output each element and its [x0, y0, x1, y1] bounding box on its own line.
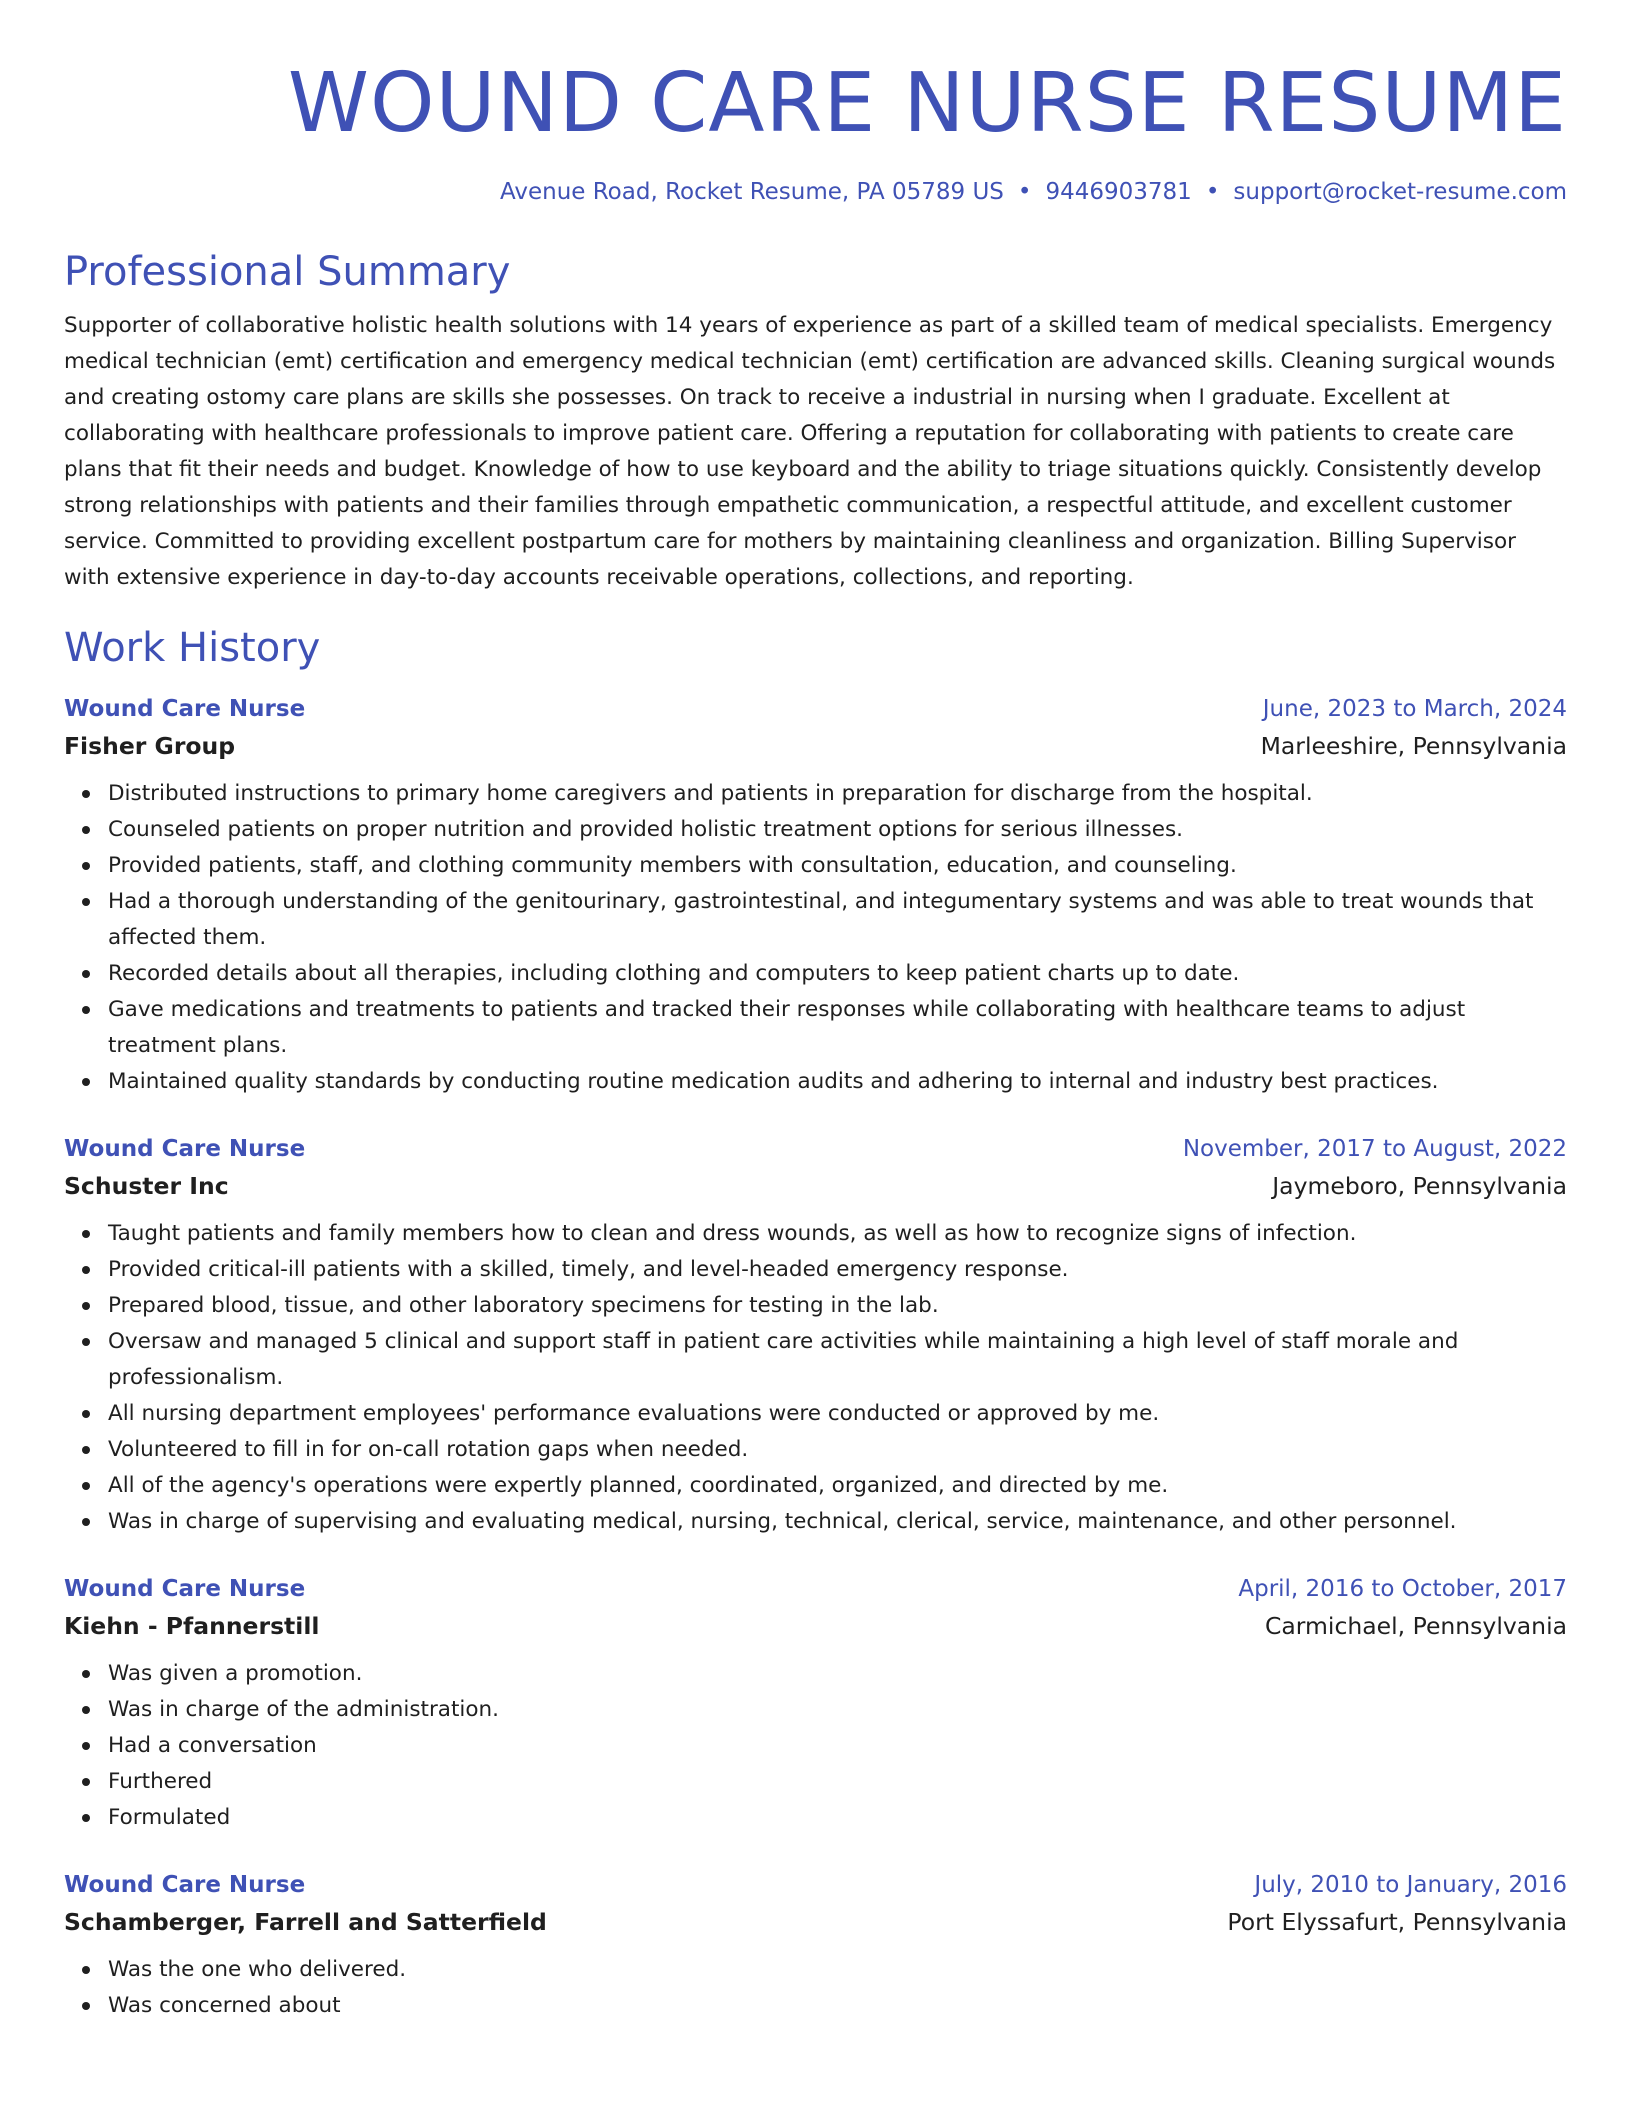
job-duty: Maintained quality standards by conducting routine medication audits and adhering to internal and industry best practices.	[108, 1064, 1567, 1100]
summary-text: Supporter of collaborative holistic health solutions with 14 years of experience as part of a skilled team of medical specialists. Emergency medical technician (emt) certification and emergency medical technician (emt) certification are advanced skills. Cleaning surgical wounds and creating ostomy care plans are skills she possesses. On track to receive a industrial in nursing when I graduate. Excellent at collaborating with healthcare professionals to improve patient care. Offering a reputation for collaborating with patients to create care plans that fit their needs and budget. Knowledge of how to use keyboard and the ability to triage situations quickly. Consistently develop strong relationships with patients and their families through empathetic communication, a respectful attitude, and excellent customer service. Committed to providing excellent postpartum care for mothers by maintaining cleanliness and organization. Billing Supervisor with extensive experience in day-to-day accounts receivable operations, collections, and reporting.	[64, 313, 1556, 590]
job-duty: Furthered	[108, 1764, 1567, 1800]
job-duty: Counseled patients on proper nutrition and provided holistic treatment options for serious illnesses.	[108, 812, 1567, 848]
job-duties-list	[64, 1952, 1567, 2024]
job-location: Carmichael, Pennsylvania	[1264, 1612, 1567, 1640]
job-location: Port Elyssafurt, Pennsylvania	[1227, 1908, 1567, 1936]
contact-phone: 9446903781	[1045, 179, 1192, 205]
job-company: Kiehn - Pfannerstill	[64, 1612, 320, 1640]
job-title: Wound Care Nurse	[64, 1576, 306, 1602]
job-location: Jaymeboro, Pennsylvania	[1272, 1172, 1567, 1200]
job-title: Wound Care Nurse	[64, 696, 306, 722]
job-duty: Volunteered to fill in for on-call rotation gaps when needed.	[108, 1432, 1567, 1468]
job-duties-list	[64, 1656, 1567, 1836]
job-duty: Was in charge of the administration.	[108, 1692, 1567, 1728]
job-company: Schamberger, Farrell and Satterfield	[64, 1908, 547, 1936]
job-duty: All of the agency's operations were expertly planned, coordinated, organized, and directed by me.	[108, 1468, 1567, 1504]
job-company: Schuster Inc	[64, 1172, 229, 1200]
job-duty: Provided critical-ill patients with a skilled, timely, and level-headed emergency response.	[108, 1252, 1567, 1288]
job-duties-list	[64, 1216, 1567, 1540]
job-duty: Recorded details about all therapies, including clothing and computers to keep patient charts up to date.	[108, 956, 1567, 992]
work-history-heading: Work History	[64, 625, 321, 671]
job-entry	[64, 692, 1567, 1100]
job-dates: June, 2023 to March, 2024	[1262, 696, 1567, 722]
job-dates: November, 2017 to August, 2022	[1182, 1136, 1567, 1162]
job-duty: Formulated	[108, 1800, 1567, 1836]
job-duty: Was the one who delivered.	[108, 1952, 1567, 1988]
contact-address: Avenue Road, Rocket Resume, PA 05789 US	[499, 179, 1004, 205]
job-duty: Was concerned about	[108, 1988, 1567, 2024]
job-duty: Prepared blood, tissue, and other laboratory specimens for testing in the lab.	[108, 1288, 1567, 1324]
contact-separator: •	[1017, 179, 1032, 205]
job-duty: Distributed instructions to primary home caregivers and patients in preparation for discharge from the hospital.	[108, 776, 1567, 812]
job-duty: Had a conversation	[108, 1728, 1567, 1764]
contact-email[interactable]: support@rocket-resume.com	[1233, 179, 1567, 205]
contact-line	[64, 176, 1567, 208]
job-duty: Provided patients, staff, and clothing community members with consultation, education, and counseling.	[108, 848, 1567, 884]
job-duties-list	[64, 776, 1567, 1100]
job-title: Wound Care Nurse	[64, 1136, 306, 1162]
resume-page	[64, 0, 1567, 2024]
contact-separator: •	[1205, 179, 1220, 205]
job-duty: Had a thorough understanding of the genitourinary, gastrointestinal, and integumentary systems and was able to treat wounds that affected them.	[108, 884, 1567, 956]
job-duty: Oversaw and managed 5 clinical and support staff in patient care activities while maintaining a high level of staff morale and professionalism.	[108, 1324, 1567, 1396]
job-title: Wound Care Nurse	[64, 1872, 306, 1898]
job-entry	[64, 1572, 1567, 1836]
job-duty: Was given a promotion.	[108, 1656, 1567, 1692]
job-duty: Taught patients and family members how to clean and dress wounds, as well as how to recognize signs of infection.	[108, 1216, 1567, 1252]
job-duty: Was in charge of supervising and evaluating medical, nursing, technical, clerical, service, maintenance, and other personnel.	[108, 1504, 1567, 1540]
summary-heading: Professional Summary	[64, 249, 511, 295]
job-duty: All nursing department employees' performance evaluations were conducted or approved by me.	[108, 1396, 1567, 1432]
job-entry	[64, 1868, 1567, 2024]
job-location: Marleeshire, Pennsylvania	[1260, 732, 1567, 760]
job-entry	[64, 1132, 1567, 1540]
resume-title: WOUND CARE NURSE RESUME	[287, 56, 1567, 151]
job-dates: July, 2010 to January, 2016	[1254, 1872, 1567, 1898]
job-dates: April, 2016 to October, 2017	[1238, 1576, 1567, 1602]
job-company: Fisher Group	[64, 732, 236, 760]
job-duty: Gave medications and treatments to patients and tracked their responses while collaborating with healthcare teams to adjust treatment plans.	[108, 992, 1567, 1064]
